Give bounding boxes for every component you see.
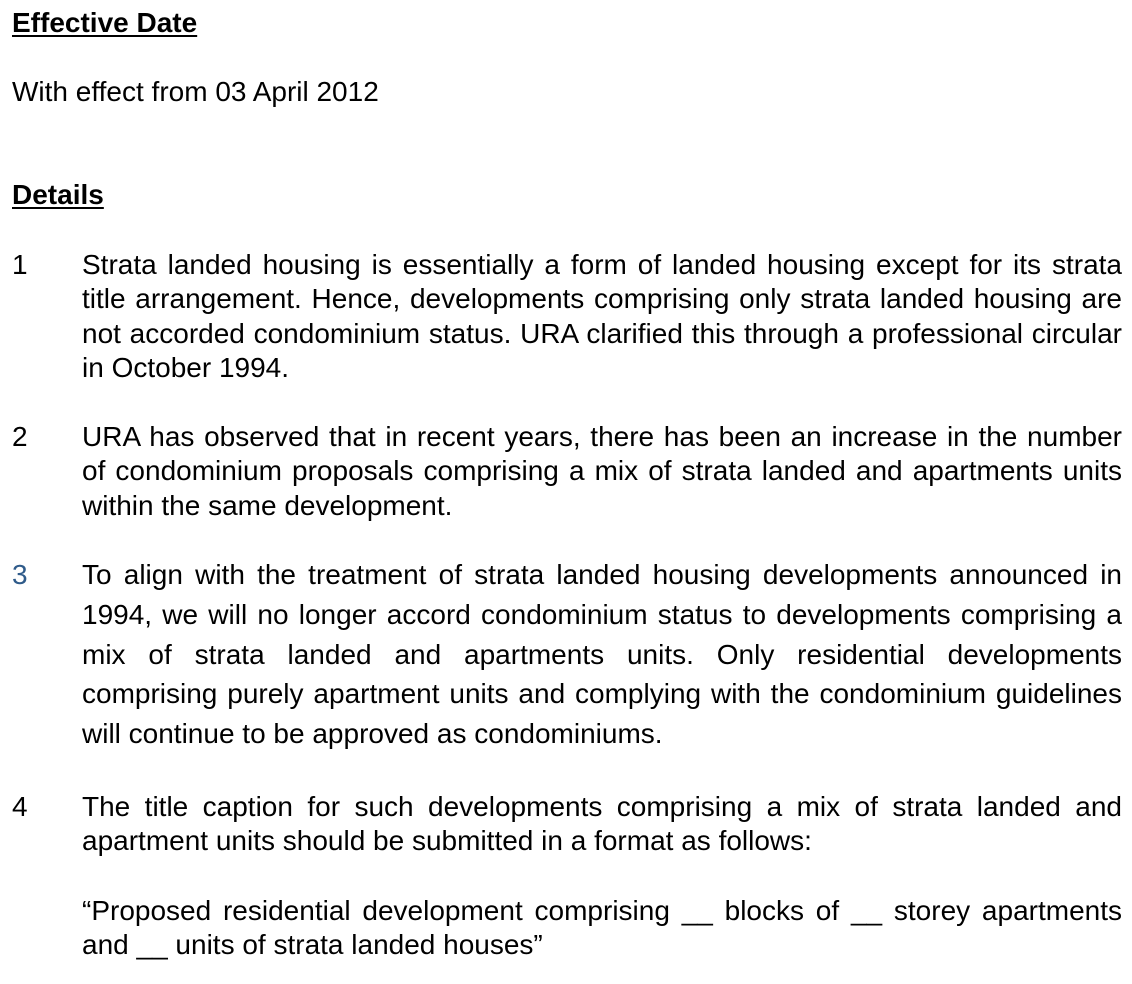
details-heading: Details bbox=[12, 179, 104, 210]
title-caption-template: “Proposed residential development comprising __ blocks of __ storey apartments and __ units of strata landed houses” bbox=[82, 895, 1122, 960]
item-2-text: URA has observed that in recent years, there has been an increase in the number of condominium proposals comprising a mix of strata landed and apartments units within the same development. bbox=[82, 421, 1122, 521]
effective-date-text: With effect from 03 April 2012 bbox=[12, 76, 379, 107]
item-4-number: 4 bbox=[12, 791, 28, 822]
item-3-number: 3 bbox=[12, 559, 28, 590]
item-3-text: To align with the treatment of strata landed housing developments announced in 1994, we will no longer accord condominium status to developments comprising a mix of strata landed and apartments units. Only residential developments comprising purely apartment units and complying with the condominium guidelines will continue to be approved as condominiums. bbox=[82, 559, 1122, 750]
item-2-number: 2 bbox=[12, 421, 28, 452]
item-4-text: The title caption for such developments comprising a mix of strata landed and apartment units should be submitted in a format as follows: bbox=[82, 791, 1122, 857]
effective-date-heading: Effective Date bbox=[12, 7, 198, 38]
item-1-text: Strata landed housing is essentially a form of landed housing except for its strata title arrangement. Hence, developments comprising only strata landed housing are not accorded condominium status. URA clarified this through a professional circular in October 1994. bbox=[82, 249, 1122, 383]
item-1-number: 1 bbox=[12, 249, 28, 280]
